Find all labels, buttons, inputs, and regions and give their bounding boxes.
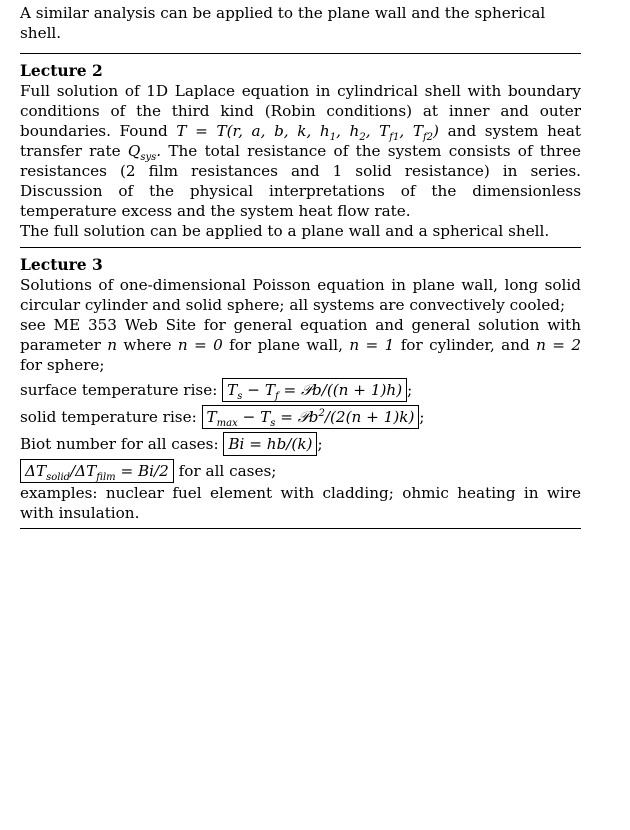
temperature-ratio-line	[20, 459, 581, 483]
solid-temperature-line: solid temperature rise: $T_{max} - T_s$ = 𝒫b$^2$/(2(n + 1)k) ;	[20, 405, 581, 429]
examples-paragraph: examples: nuclear fuel element with cladding; ohmic heating in wire with insulation.	[20, 484, 581, 522]
lecture-3-paragraph-2: see ME 353 Web Site for general equation and general solution with parameter n where n = 0 for plane wall, n = 1 for cylinder, and n = 2 for sphere;	[20, 316, 582, 374]
surface-temperature-equation: $T_s - T_f$ = 𝒫b/((n + 1)h)	[222, 378, 407, 402]
biot-number-line: Biot number for all cases: Bi = hb/(k) ;	[20, 432, 581, 456]
surface-temperature-line: surface temperature rise: $T_s - T_f$ = 𝒫b/((n + 1)h) ;	[20, 378, 581, 402]
section-divider	[20, 53, 581, 54]
lecture-2-text-a: Full solution of 1D Laplace equation in cylindrical shell with boundary conditions of the third kind (Robin conditions) at inner and outer boundaries. Found	[20, 82, 581, 140]
solid-temperature-equation: $T_{max} - T_s$ = 𝒫b$^2$/(2(n + 1)k)	[202, 405, 420, 429]
section-divider	[20, 528, 581, 529]
document-page	[20, 3, 581, 529]
lecture-2-text-b: and system heat transfer rate	[20, 122, 582, 160]
temperature-ratio-equation: $\Delta T_{solid}/\Delta T_{film} = Bi/2$	[20, 459, 174, 483]
lecture-3-paragraph-1: Solutions of one-dimensional Poisson equation in plane wall, long solid circular cylinder and solid sphere; all systems are convectively cooled;	[20, 276, 581, 314]
surface-temperature-label: surface temperature rise:	[20, 381, 218, 399]
lecture-2-paragraph	[20, 81, 581, 221]
lecture-2-section	[20, 61, 581, 241]
solid-temperature-label: solid temperature rise:	[20, 408, 197, 426]
intro-paragraph: A similar analysis can be applied to the plane wall and the spherical shell.	[20, 4, 546, 42]
lecture-2-heading: Lecture 2	[20, 61, 103, 80]
lecture-2-text-c: The total resistance of the system consists of three resistances (2 film resistances and 1 solid resistance) in series. Discussion of the physical interpretations of the dimensionless temperature excess and the system heat flow rate.	[20, 142, 581, 220]
temperature-ratio-suffix: for all cases;	[178, 462, 277, 480]
lecture-2-paragraph-2: The full solution can be applied to a plane wall and a spherical shell.	[20, 222, 550, 240]
temperature-function-formula: T = T(r, a, b, k, $h_1$, $h_2$, $T_{f1}$, $T_{f2}$)	[176, 122, 439, 144]
lecture-3-section	[20, 255, 581, 523]
biot-number-equation: Bi = hb/(k)	[223, 432, 317, 456]
heat-rate-symbol: $Q_{sys}$.	[127, 142, 162, 164]
section-divider	[20, 247, 581, 248]
biot-number-label: Biot number for all cases:	[20, 435, 219, 453]
lecture-3-heading: Lecture 3	[20, 255, 103, 274]
